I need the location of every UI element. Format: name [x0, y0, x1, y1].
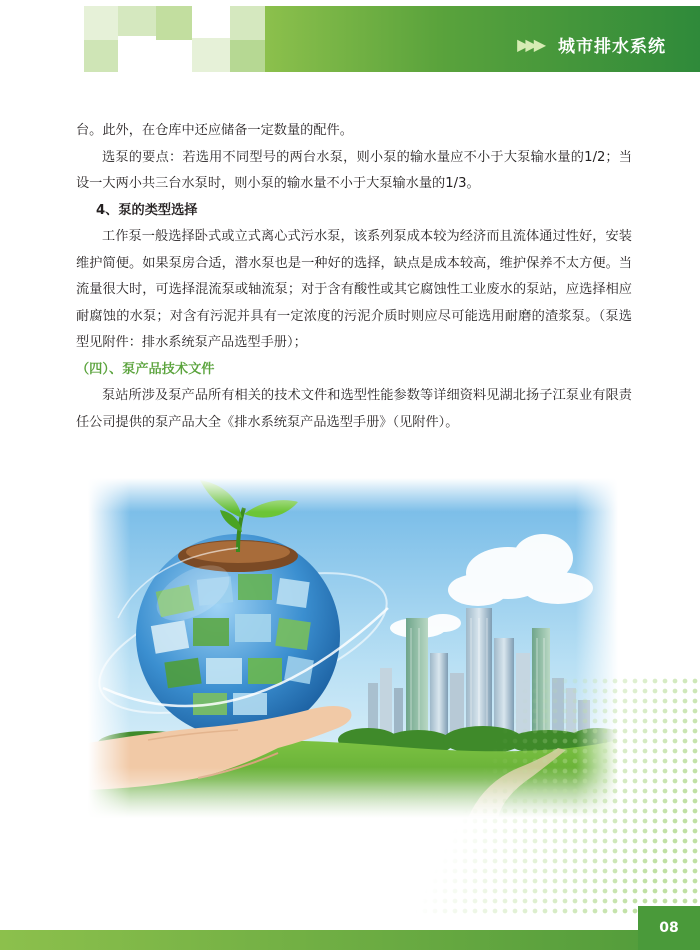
- header-square: [156, 6, 192, 40]
- paragraph: 工作泵一般选择卧式或立式离心式污水泵，该系列泵成本较为经济而且流体通过性好，安装维护简便。如果泵房合适，潜水泵也是一种好的选择，缺点是成本较高，维护保养不太方便。当流量很大时，可选择混流泵或轴流泵；对于含有酸性或其它腐蚀性工业废水的泵站，应选择相应耐腐蚀的水泵；对含有污泥并具有一定浓度的污泥介质时则应尽可能选用耐磨的渣浆泵。（泵选型见附件：排水系统泵产品选型手册）；: [76, 229, 632, 350]
- header-square: [192, 38, 230, 72]
- page-header: [0, 0, 700, 72]
- decorative-dot-pattern: [370, 676, 700, 916]
- paragraph: 台。此外，在仓库中还应储备一定数量的配件。: [76, 123, 353, 138]
- header-square: [230, 40, 265, 72]
- header-title-group: [517, 30, 666, 58]
- header-square: [230, 6, 265, 40]
- header-square: [84, 40, 118, 72]
- paragraph: 泵站所涉及泵产品所有相关的技术文件和选型性能参数等详细资料见湖北扬子江泵业有限责任公司提供的泵产品大全《排水系统泵产品选型手册》（见附件）。: [76, 388, 632, 430]
- header-square: [118, 6, 156, 36]
- page-number: 08: [659, 920, 679, 936]
- paragraph: 选泵的要点：若选用不同型号的两台水泵，则小泵的输水量应不小于大泵输水量的1/2；当设一大两小共三台水泵时，则小泵的输水量不小于大泵输水量的1/3。: [76, 149, 632, 191]
- section-heading: （四）、泵产品技术文件: [76, 361, 215, 377]
- header-square: [84, 6, 118, 40]
- subsection-heading: 4、泵的类型选择: [96, 202, 198, 218]
- page-footer-band: [0, 930, 700, 950]
- header-title: 城市排水系统: [558, 36, 666, 57]
- page-number-box: [638, 906, 700, 950]
- triple-chevron-icon: ▶▶▶: [517, 34, 542, 54]
- article-body: [76, 118, 632, 436]
